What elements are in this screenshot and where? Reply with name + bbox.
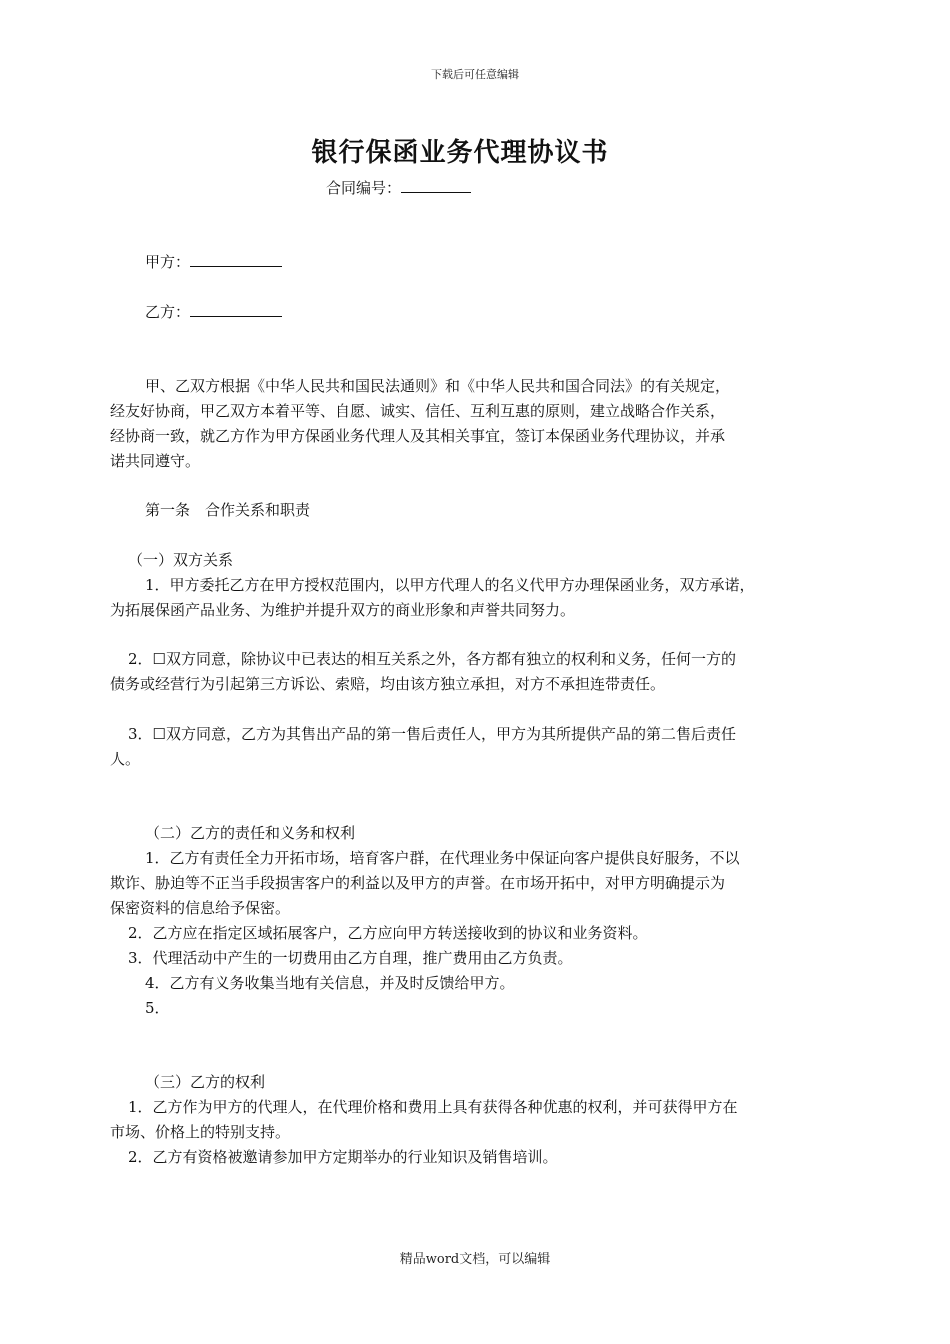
clause-line: 保密资料的信息给予保密。	[110, 899, 291, 917]
clause-line: 2．☐双方同意，除协议中已表达的相互关系之外，各方都有独立的权利和义务，任何一方的	[128, 650, 736, 668]
clause-line: 欺诈、胁迫等不正当手段损害客户的利益以及甲方的声誉。在市场开拓中，对甲方明确提示为	[110, 874, 726, 892]
clause-line: 1．乙方作为甲方的代理人，在代理价格和费用上具有获得各种优惠的权利，并可获得甲方在	[128, 1098, 738, 1116]
preamble-line: 甲、乙双方根据《中华人民共和国民法通则》和《中华人民共和国合同法》的有关规定，	[145, 377, 731, 395]
contract-number-blank[interactable]	[401, 178, 471, 193]
header-note: 下载后可任意编辑	[431, 68, 519, 81]
preamble-line: 经协商一致，就乙方作为甲方保函业务代理人及其相关事宜，签订本保函业务代理协议，并承	[110, 427, 726, 445]
clause-line: 3．☐双方同意，乙方为其售出产品的第一售后责任人，甲方为其所提供产品的第二售后责任	[128, 725, 736, 743]
clause-line: 债务或经营行为引起第三方诉讼、索赔，均由该方独立承担，对方不承担连带责任。	[110, 675, 666, 693]
preamble-line: 经友好协商，甲乙双方本着平等、自愿、诚实、信任、互利互惠的原则，建立战略合作关系，	[110, 402, 726, 420]
footer-note: 精品word文档，可以编辑	[399, 1252, 551, 1267]
clause-line: 2．乙方应在指定区域拓展客户，乙方应向甲方转送接收到的协议和业务资料。	[128, 924, 648, 942]
section-heading: （一）双方关系	[128, 551, 234, 569]
clause-line: 1．甲方委托乙方在甲方授权范围内，以甲方代理人的名义代甲方办理保函业务，双方承诺，	[145, 576, 755, 594]
contract-number-line	[326, 176, 471, 201]
clause-line: 2．乙方有资格被邀请参加甲方定期举办的行业知识及销售培训。	[128, 1148, 558, 1166]
document-title: 银行保函业务代理协议书	[311, 138, 609, 168]
clause-line: 4．乙方有义务收集当地有关信息，并及时反馈给甲方。	[145, 974, 515, 992]
section-heading: （三）乙方的权利	[145, 1073, 266, 1091]
clause-line: 5．	[145, 999, 170, 1017]
clause-line: 为拓展保函产品业务、为维护并提升双方的商业形象和声誉共同努力。	[110, 601, 576, 619]
party-a-label: 甲方：	[145, 253, 191, 271]
clause-line: 市场、价格上的特别支持。	[110, 1123, 291, 1141]
contract-number-label: 合同编号：	[326, 179, 402, 197]
preamble-line: 诺共同遵守。	[110, 452, 201, 470]
party-a-blank[interactable]	[190, 252, 282, 267]
party-b-label: 乙方：	[145, 303, 191, 321]
section-heading: （二）乙方的责任和义务和权利	[145, 824, 356, 842]
clause-line: 人。	[110, 750, 141, 768]
clause-line: 3．代理活动中产生的一切费用由乙方自理，推广费用由乙方负责。	[128, 949, 573, 967]
party-b-blank[interactable]	[190, 302, 282, 317]
party-a-line	[145, 250, 282, 275]
clause-line: 1．乙方有责任全力开拓市场，培育客户群，在代理业务中保证向客户提供良好服务，不以	[145, 849, 740, 867]
article-heading: 第一条 合作关系和职责	[145, 501, 311, 519]
party-b-line	[145, 300, 282, 325]
